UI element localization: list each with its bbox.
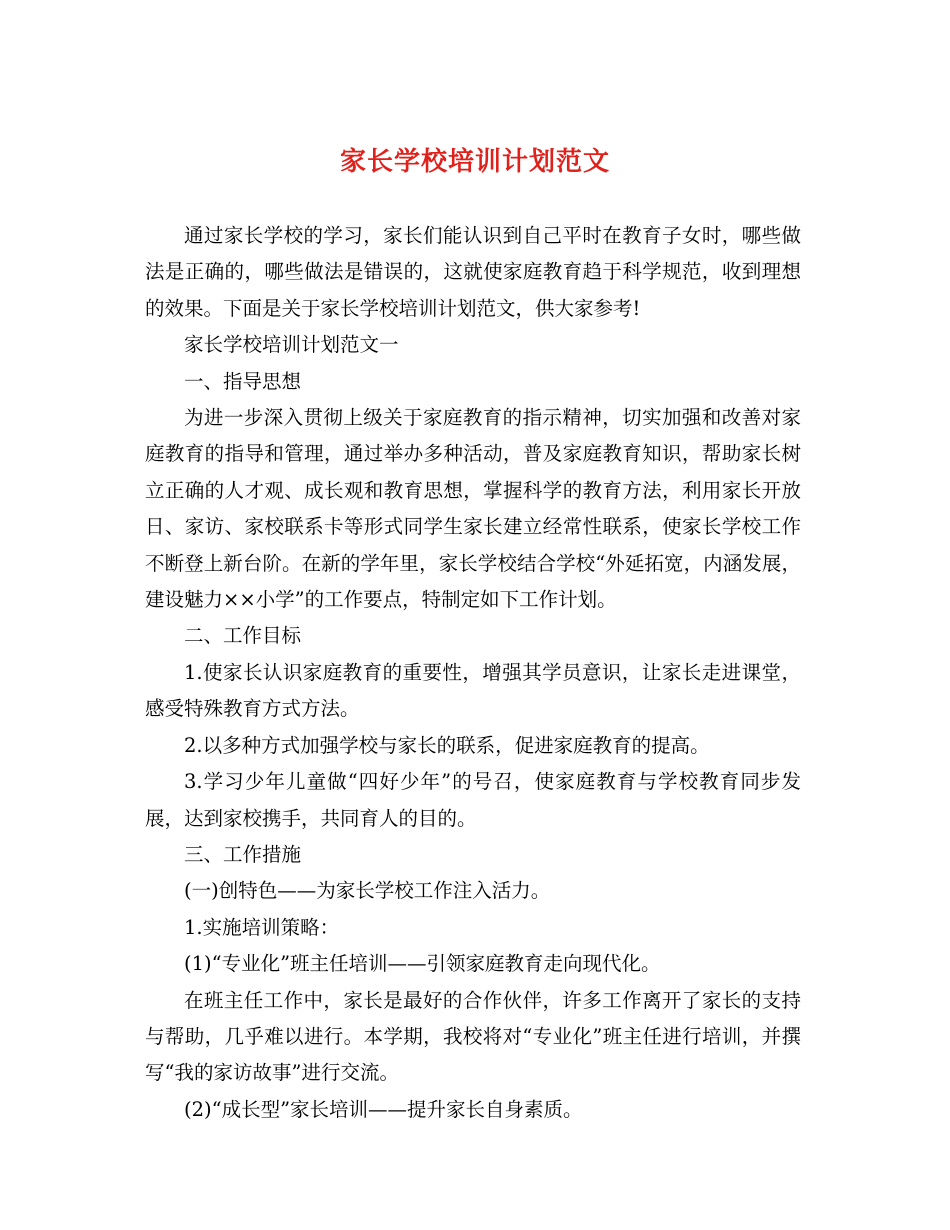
section-heading-guiding-ideas: 一、指导思想 — [184, 369, 302, 393]
goal-item-1: 1.使家长认识家庭教育的重要性，增强其学员意识，让家长走进课堂，感受特殊教育方式方法。 — [145, 660, 801, 721]
goal-item-3: 3.学习少年儿童做“四好少年”的号召，使家庭教育与学校教育同步发展，达到家校携手，共同育人的目的。 — [145, 770, 801, 830]
subtitle-paragraph: 家长学校培训计划范文一 — [184, 333, 399, 357]
intro-paragraph: 通过家长学校的学习，家长们能认识到自己平时在教育子女时，哪些做法是正确的，哪些做法是错误的，这就使家庭教育趋于科学规范，收到理想的效果。下面是关于家长学校培训计划范文，供大家参考! — [145, 224, 801, 320]
section-heading-work-goals: 二、工作目标 — [184, 624, 302, 648]
guiding-ideas-paragraph: 为进一步深入贯彻上级关于家庭教育的指示精神，切实加强和改善对家庭教育的指导和管理，通过举办多种活动，普及家庭教育知识，帮助家长树立正确的人才观、成长观和教育思想，掌握科学的教育方法，利用家长开放日、家访、家校联系卡等形式同学生家长建立经常性联系，使家长学校工作不断登上新台阶。在新的学年里，家长学校结合学校“外延拓宽，内涵发展，建设魅力××小学”的工作要点，特制定如下工作计划。 — [145, 406, 801, 612]
measure-subitem-1: (1)“专业化”班主任培训——引领家庭教育走向现代化。 — [184, 952, 661, 976]
goal-item-2: 2.以多种方式加强学校与家长的联系，促进家庭教育的提高。 — [184, 733, 710, 757]
measure-subitem-2: (2)“成长型”家长培训——提升家长自身素质。 — [184, 1097, 583, 1121]
document-body — [145, 218, 801, 1128]
measure-subheading-1: (一)创特色——为家长学校工作注入活力。 — [184, 879, 551, 903]
document-title: 家长学校培训计划范文 — [339, 147, 610, 177]
section-heading-work-measures: 三、工作措施 — [184, 842, 302, 866]
measure-subitem-1-paragraph: 在班主任工作中，家长是最好的合作伙伴，许多工作离开了家长的支持与帮助，几乎难以进行。本学期，我校将对“专业化”班主任进行培训，并撰写“我的家访故事”进行交流。 — [145, 988, 801, 1085]
measure-item-1: 1.实施培训策略： — [184, 915, 340, 939]
